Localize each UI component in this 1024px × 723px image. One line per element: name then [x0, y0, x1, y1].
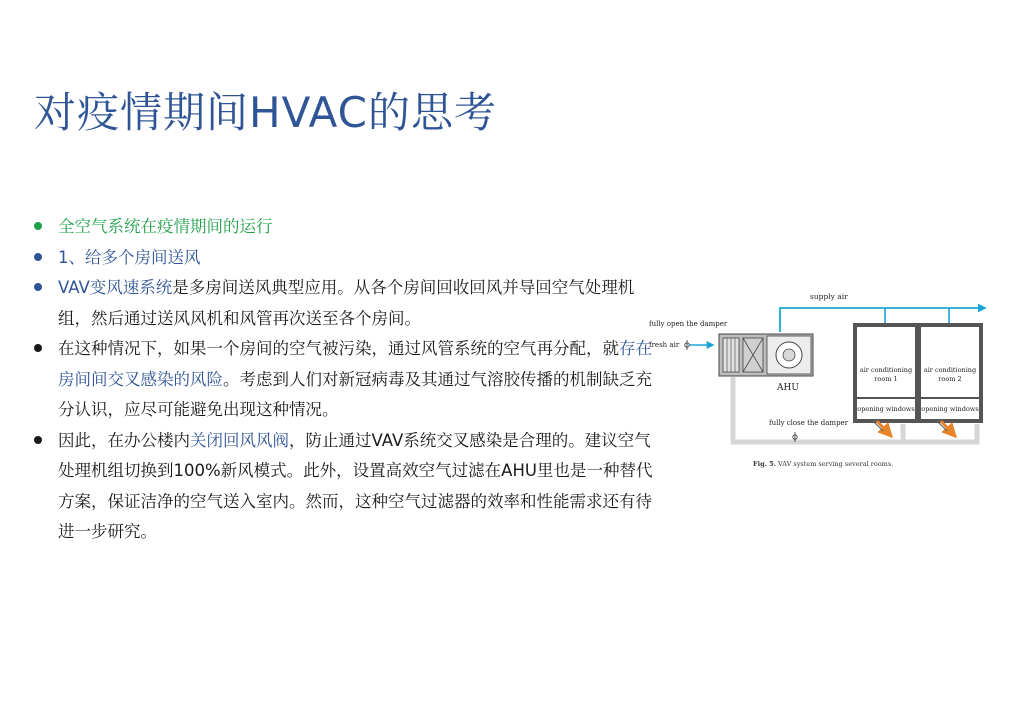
bullet-text-segment: 全空气系统在疫情期间的运行	[58, 217, 273, 236]
vav-system-figure	[645, 290, 997, 480]
bullet-text-segment: 。考虑到人们对新冠病毒及其通过气溶胶传播的机制缺乏充分认识，应尽可能避免出现这种情况。	[58, 369, 652, 419]
window-arrow-1	[877, 421, 891, 436]
bullet-text-segment: 关闭回风风阀	[190, 430, 289, 450]
label-fully-open: fully open the damper	[649, 320, 728, 328]
slide-title: 对疫情期间HVAC的思考	[34, 88, 497, 137]
bullet-item	[34, 334, 654, 426]
figure-caption-bold: Fig. 5.	[753, 460, 776, 468]
bullet-dot-icon	[34, 283, 42, 291]
bullet-dot-icon	[34, 344, 42, 352]
bullet-item	[34, 243, 654, 274]
label-fresh-air: fresh air	[649, 341, 680, 349]
bullet-text-segment: 是多房间送风典型应用。从各个房间回收回风并导回空气处理机组，然后通过送风风机和风管再次送至各个房间。	[58, 278, 635, 328]
bullet-text-segment: 1、给多个房间送风	[58, 247, 201, 267]
bullet-text-segment: 在这种情况下，如果一个房间的空气被污染，通过风管系统的空气再分配，就	[58, 339, 619, 358]
figure-caption	[753, 460, 893, 468]
label-room1-line2: room 1	[874, 375, 898, 383]
bullet-text-segment: 存在房间间交叉感染的风险	[58, 339, 652, 389]
window-arrow-2	[941, 421, 955, 436]
figure-caption-text: VAV system serving several rooms.	[775, 460, 894, 468]
bullet-list	[34, 212, 654, 548]
bullet-text-segment: 因此，在办公楼内	[58, 430, 190, 450]
bullet-dot-icon	[34, 222, 42, 230]
label-fully-close: fully close the damper	[769, 419, 849, 427]
label-supply-air: supply air	[810, 292, 848, 301]
bullet-item	[34, 426, 654, 548]
label-room2-line2: room 2	[938, 375, 962, 383]
bullet-item	[34, 273, 654, 334]
label-room2-line1: air conditioning	[923, 366, 977, 374]
label-ahu: AHU	[777, 383, 799, 393]
bullet-text-segment: VAV变风速系统	[58, 278, 173, 297]
bullet-dot-icon	[34, 253, 42, 261]
bullet-item	[34, 212, 654, 243]
bullet-dot-icon	[34, 436, 42, 444]
label-room1-line1: air conditioning	[859, 366, 913, 374]
bullet-text-segment: ，防止通过VAV系统交叉感染是合理的。建议空气处理机组切换到100%新风模式。此外，设置高效空气过滤在AHU里也是一种替代方案，保证洁净的空气送入室内。然而，这种空气过滤器的效率和性能需求还有待进一步研究。	[58, 430, 653, 541]
label-opening-windows-1: opening windows	[857, 405, 915, 413]
label-opening-windows-2: opening windows	[921, 405, 979, 413]
